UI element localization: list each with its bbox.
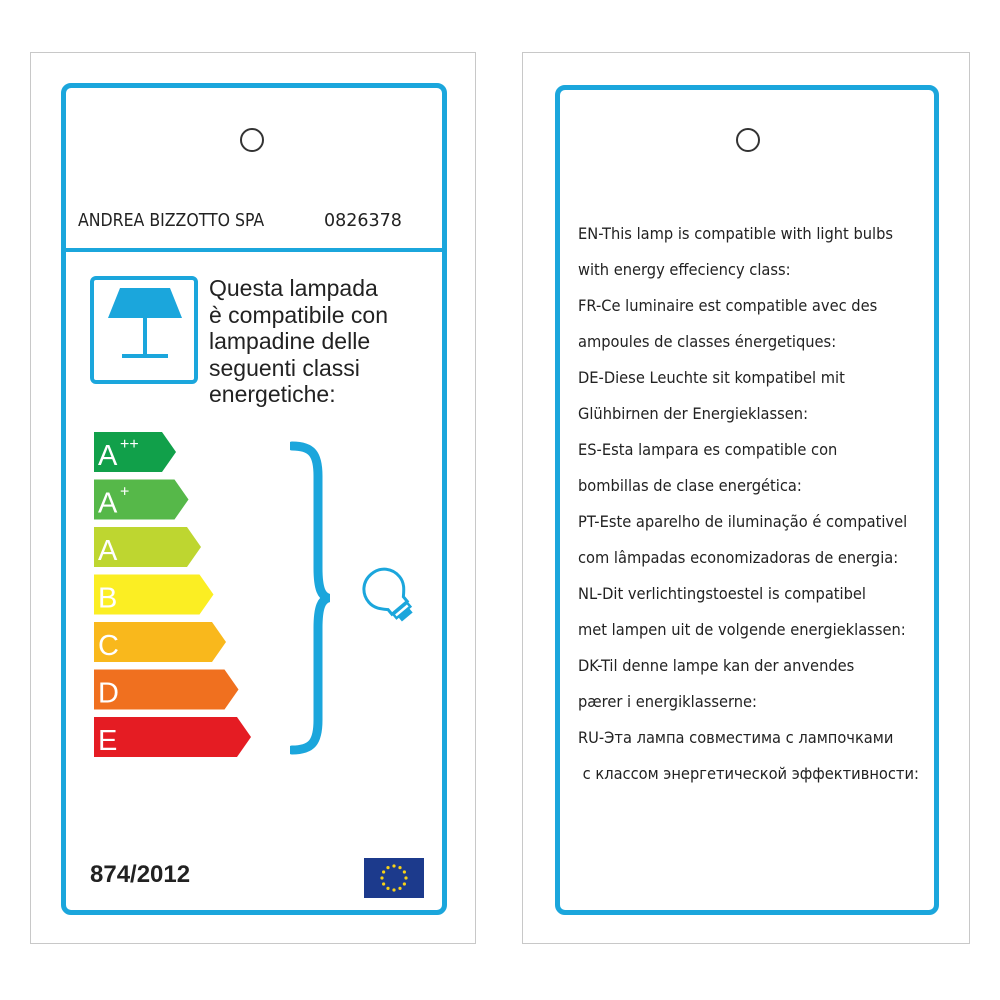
energy-class-letter: E xyxy=(98,725,118,757)
text-line-de: Glühbirnen der Energieklassen: xyxy=(578,404,809,423)
eu-star xyxy=(380,876,383,879)
energy-class-letter: D xyxy=(98,677,119,710)
table-lamp-icon xyxy=(90,276,198,384)
eu-star xyxy=(392,864,395,867)
energy-class-arrow xyxy=(94,717,251,757)
energy-class-bar xyxy=(94,527,201,567)
header-divider xyxy=(66,248,442,252)
it-line: energetiche: xyxy=(209,381,336,407)
compatibility-text-it xyxy=(209,275,437,408)
label-card-right xyxy=(522,52,970,944)
text-line-es: ES-Esta lampara es compatible con xyxy=(578,440,838,459)
text-line-ru: RU-Эта лампа совместима с лампочками xyxy=(578,728,894,747)
text-line-nl: met lampen uit de volgende energieklassen: xyxy=(578,620,906,639)
bracket-icon xyxy=(290,440,330,756)
multilingual-text xyxy=(578,216,928,792)
light-bulb-icon xyxy=(358,564,422,628)
energy-class-bar xyxy=(94,432,176,472)
text-line-ru: с классом энергетической эффективности: xyxy=(578,764,919,783)
text-line-de: DE-Diese Leuchte sit kompatibel mit xyxy=(578,368,845,387)
energy-class-letter: C xyxy=(98,630,119,662)
text-line-pt: PT-Este aparelho de iluminação é compativel xyxy=(578,512,908,531)
eu-star xyxy=(398,866,401,869)
energy-class-bar xyxy=(94,717,251,757)
eu-star xyxy=(403,882,406,885)
text-line-es: bombillas de clase energética: xyxy=(578,476,802,495)
text-line-pt: com lâmpadas economizadoras de energia: xyxy=(578,548,899,567)
hang-hole-left xyxy=(240,128,264,152)
energy-class-bar xyxy=(94,622,226,662)
eu-star xyxy=(404,876,407,879)
eu-star xyxy=(398,887,401,890)
product-code: 0826378 xyxy=(324,211,402,231)
energy-class-bar xyxy=(94,480,189,520)
regulation-number: 874/2012 xyxy=(90,861,191,888)
company-name: ANDREA BIZZOTTO SPA xyxy=(78,211,265,231)
energy-class-bars xyxy=(94,432,264,762)
energy-class-superscript: ++ xyxy=(120,436,139,453)
eu-flag-icon xyxy=(364,858,424,898)
hang-hole-right xyxy=(736,128,760,152)
text-line-dk: pærer i energiklasserne: xyxy=(578,692,757,711)
text-line-en: with energy effeciency class: xyxy=(578,260,791,279)
energy-class-letter: A xyxy=(98,487,118,520)
eu-star xyxy=(392,888,395,891)
energy-class-letter: A xyxy=(98,440,118,472)
text-line-dk: DK-Til denne lampe kan der anvendes xyxy=(578,656,855,675)
it-line: seguenti classi xyxy=(209,354,360,381)
energy-class-bar xyxy=(94,575,214,615)
eu-star xyxy=(382,870,385,873)
it-line: è compatibile con xyxy=(209,301,388,328)
eu-star xyxy=(403,870,406,873)
it-line: lampadine delle xyxy=(209,328,371,354)
energy-class-scale xyxy=(94,432,264,762)
text-line-en: EN-This lamp is compatible with light bulbs xyxy=(578,224,894,243)
eu-star xyxy=(382,882,385,885)
energy-class-bar xyxy=(94,670,239,710)
energy-class-superscript: + xyxy=(120,483,130,501)
it-line: Questa lampada xyxy=(209,275,378,301)
label-frame-left xyxy=(61,83,447,915)
eu-star xyxy=(386,887,389,890)
label-card-left xyxy=(30,52,476,944)
eu-star xyxy=(386,866,389,869)
energy-class-letter: B xyxy=(98,582,118,615)
text-line-nl: NL-Dit verlichtingstoestel is compatibel xyxy=(578,584,866,603)
label-frame-right xyxy=(555,85,939,915)
text-line-fr: ampoules de classes énergetiques: xyxy=(578,332,837,351)
energy-class-letter: A xyxy=(98,535,118,567)
text-line-fr: FR-Ce luminaire est compatible avec des xyxy=(578,296,878,315)
